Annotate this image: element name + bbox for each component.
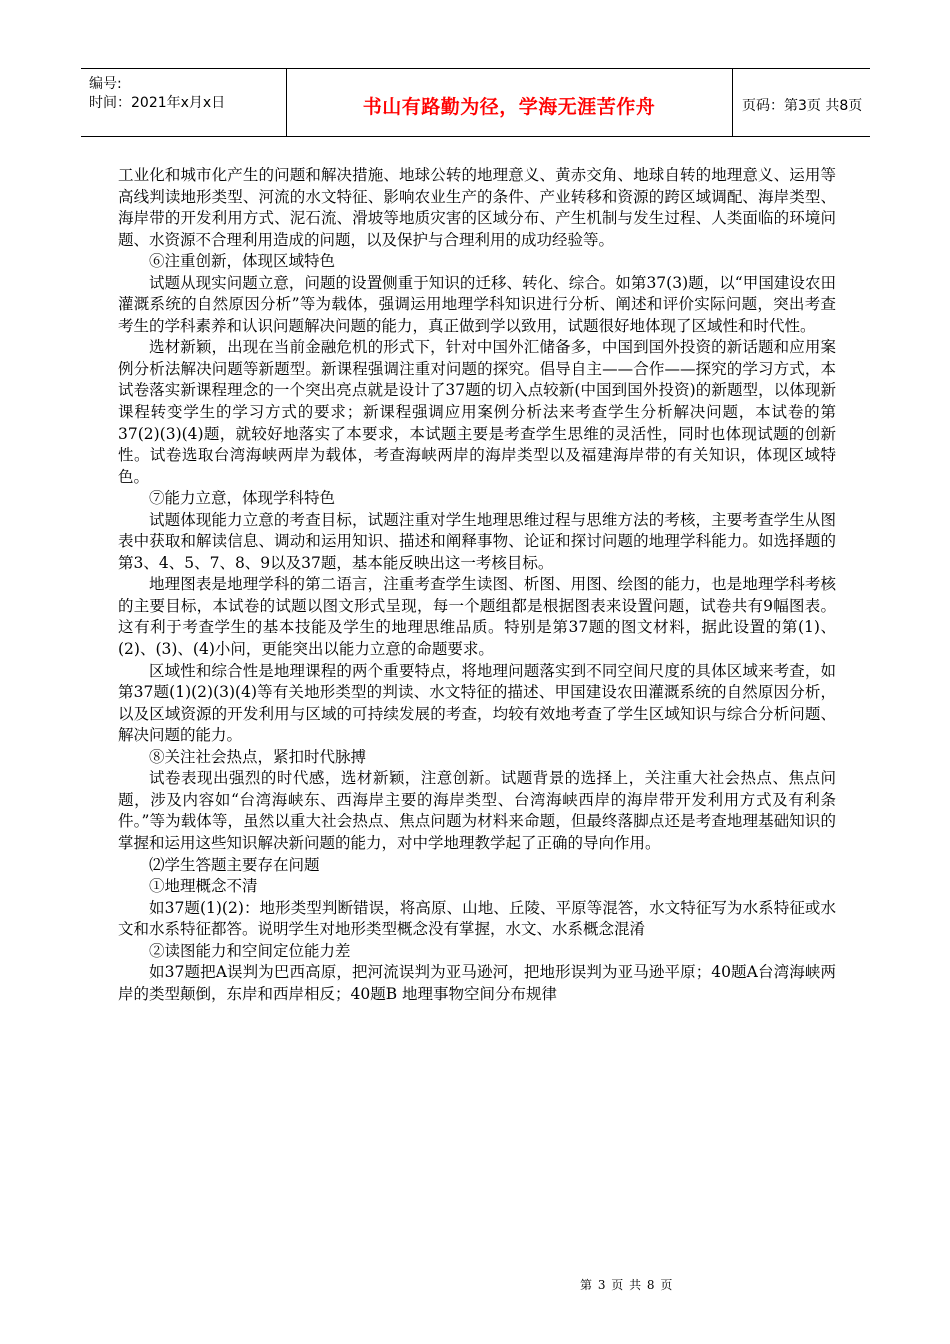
paragraph: 工业化和城市化产生的问题和解决措施、地球公转的地理意义、黄赤交角、地球自转的地理意义、运用等高线判读地形类型、河流的水文特征、影响农业生产的条件、产业转移和资源的跨区域调配、海岸类型、海岸带的开发利用方式、泥石流、滑坡等地质灾害的区域分布、产生机制与发生过程、人类面临的环境问题、水资源不合理利用造成的问题，以及保护与合理利用的成功经验等。 <box>118 166 836 249</box>
header-right-cell <box>732 69 870 136</box>
paragraph: 试题体现能力立意的考查目标，试题注重对学生地理思维过程与思维方法的考核，主要考查学生从图表中获取和解读信息、调动和运用知识、描述和阐释事物、论证和探讨问题的地理学科能力。如选择题的第3、4、5、7、8、9以及37题，基本能反映出这一考核目标。 <box>118 510 836 572</box>
paragraph: 选材新颖，出现在当前金融危机的形式下，针对中国外汇储备多，中国到国外投资的新话题和应用案例分析法解决问题等新题型。新课程强调注重对问题的探究。倡导自主——合作——探究的学习方式，本试卷落实新课程理念的一个突出亮点就是设计了37题的切入点较新(中国到国外投资)的新题型，以体现新课程转变学生的学习方式的要求；新课程强调应用案例分析法来考查学生分析解决问题，本试卷的第37(2)(3)(4)题，就较好地落实了本要求，本试题主要是考查学生思维的灵活性，同时也体现试题的创新性。试卷选取台湾海峡两岸为载体，考查海峡两岸的海岸类型以及福建海岸带的有关知识，体现区域特色。 <box>118 338 836 486</box>
paragraph: 试题从现实问题立意，问题的设置侧重于知识的迁移、转化、综合。如第37(3)题，以“甲国建设农田灌溉系统的自然原因分析”等为载体，强调运用地理学科知识进行分析、阐述和评价实际问题，突出考查考生的学科素养和认识问题解决问题的能力，真正做到学以致用，试题很好地体现了区域性和时代性。 <box>118 273 836 335</box>
section-heading: ⑥注重创新，体现区域特色 <box>149 252 336 271</box>
section-heading: ⑦能力立意，体现学科特色 <box>149 489 336 508</box>
footer-page-number: 第 3 页 共 8 页 <box>580 1278 674 1292</box>
section-heading: ⑧关注社会热点，紧扣时代脉搏 <box>149 747 367 766</box>
paragraph: 区域性和综合性是地理课程的两个重要特点，将地理问题落实到不同空间尺度的具体区域来考查，如第37题(1)(2)(3)(4)等有关地形类型的判读、水文特征的描述、甲国建设农田灌溉系统的自然原因分析，以及区域资源的开发利用与区域的可持续发展的考查，均较有效地考查了学生区域知识与综合分析问题、解决问题的能力。 <box>118 661 836 745</box>
paragraph: 地理图表是地理学科的第二语言，注重考查学生读图、析图、用图、绘图的能力，也是地理学科考核的主要目标，本试卷的试题以图文形式呈现，每一个题组都是根据图表来设置问题，试卷共有9幅图表。这有利于考查学生的基本技能及学生的地理思维品质。特别是第37题的图文材料，据此设置的第(1)、(2)、(3)、(4)小问，更能突出以能力立意的命题要求。 <box>118 575 836 659</box>
paragraph: 如37题(1)(2)：地形类型判断错误，将高原、山地、丘陵、平原等混答，水文特征写为水系特征或水文和水系特征都答。说明学生对地形类型概念没有掌握，水文、水系概念混淆 <box>118 898 836 939</box>
header-table <box>81 68 870 137</box>
section-heading: ②读图能力和空间定位能力差 <box>149 941 351 960</box>
motto: 书山有路勤为径，学海无涯苦作舟 <box>362 96 656 118</box>
header-left-cell <box>81 69 287 136</box>
paragraph: 试卷表现出强烈的时代感，选材新颖，注意创新。试题背景的选择上，关注重大社会热点、焦点问题，涉及内容如“台湾海峡东、西海岸主要的海岸类型、台湾海峡西岸的海岸带开发利用方式及有利条件。”等为载体等，虽然以重大社会热点、焦点问题为材料来命题，但最终落脚点还是考查地理基础知识的掌握和运用这些知识解决新问题的能力，对中学地理教学起了正确的导向作用。 <box>118 769 836 852</box>
time-label: 时间：2021年x月x日 <box>89 95 226 111</box>
section-heading: ①地理概念不清 <box>149 877 258 896</box>
paragraph: 如37题把A误判为巴西高原，把河流误判为亚马逊河，把地形误判为亚马逊平原；40题A台湾海峡两岸的类型颠倒，东岸和西岸相反；40题B 地理事物空间分布规律 <box>118 963 836 1003</box>
document-body <box>118 165 836 1005</box>
page-info: 页码：第3页 共8页 <box>742 98 863 114</box>
number-label: 编号: <box>89 76 122 92</box>
section-heading: ⑵学生答题主要存在问题 <box>149 855 320 874</box>
header-center-cell <box>286 69 733 136</box>
